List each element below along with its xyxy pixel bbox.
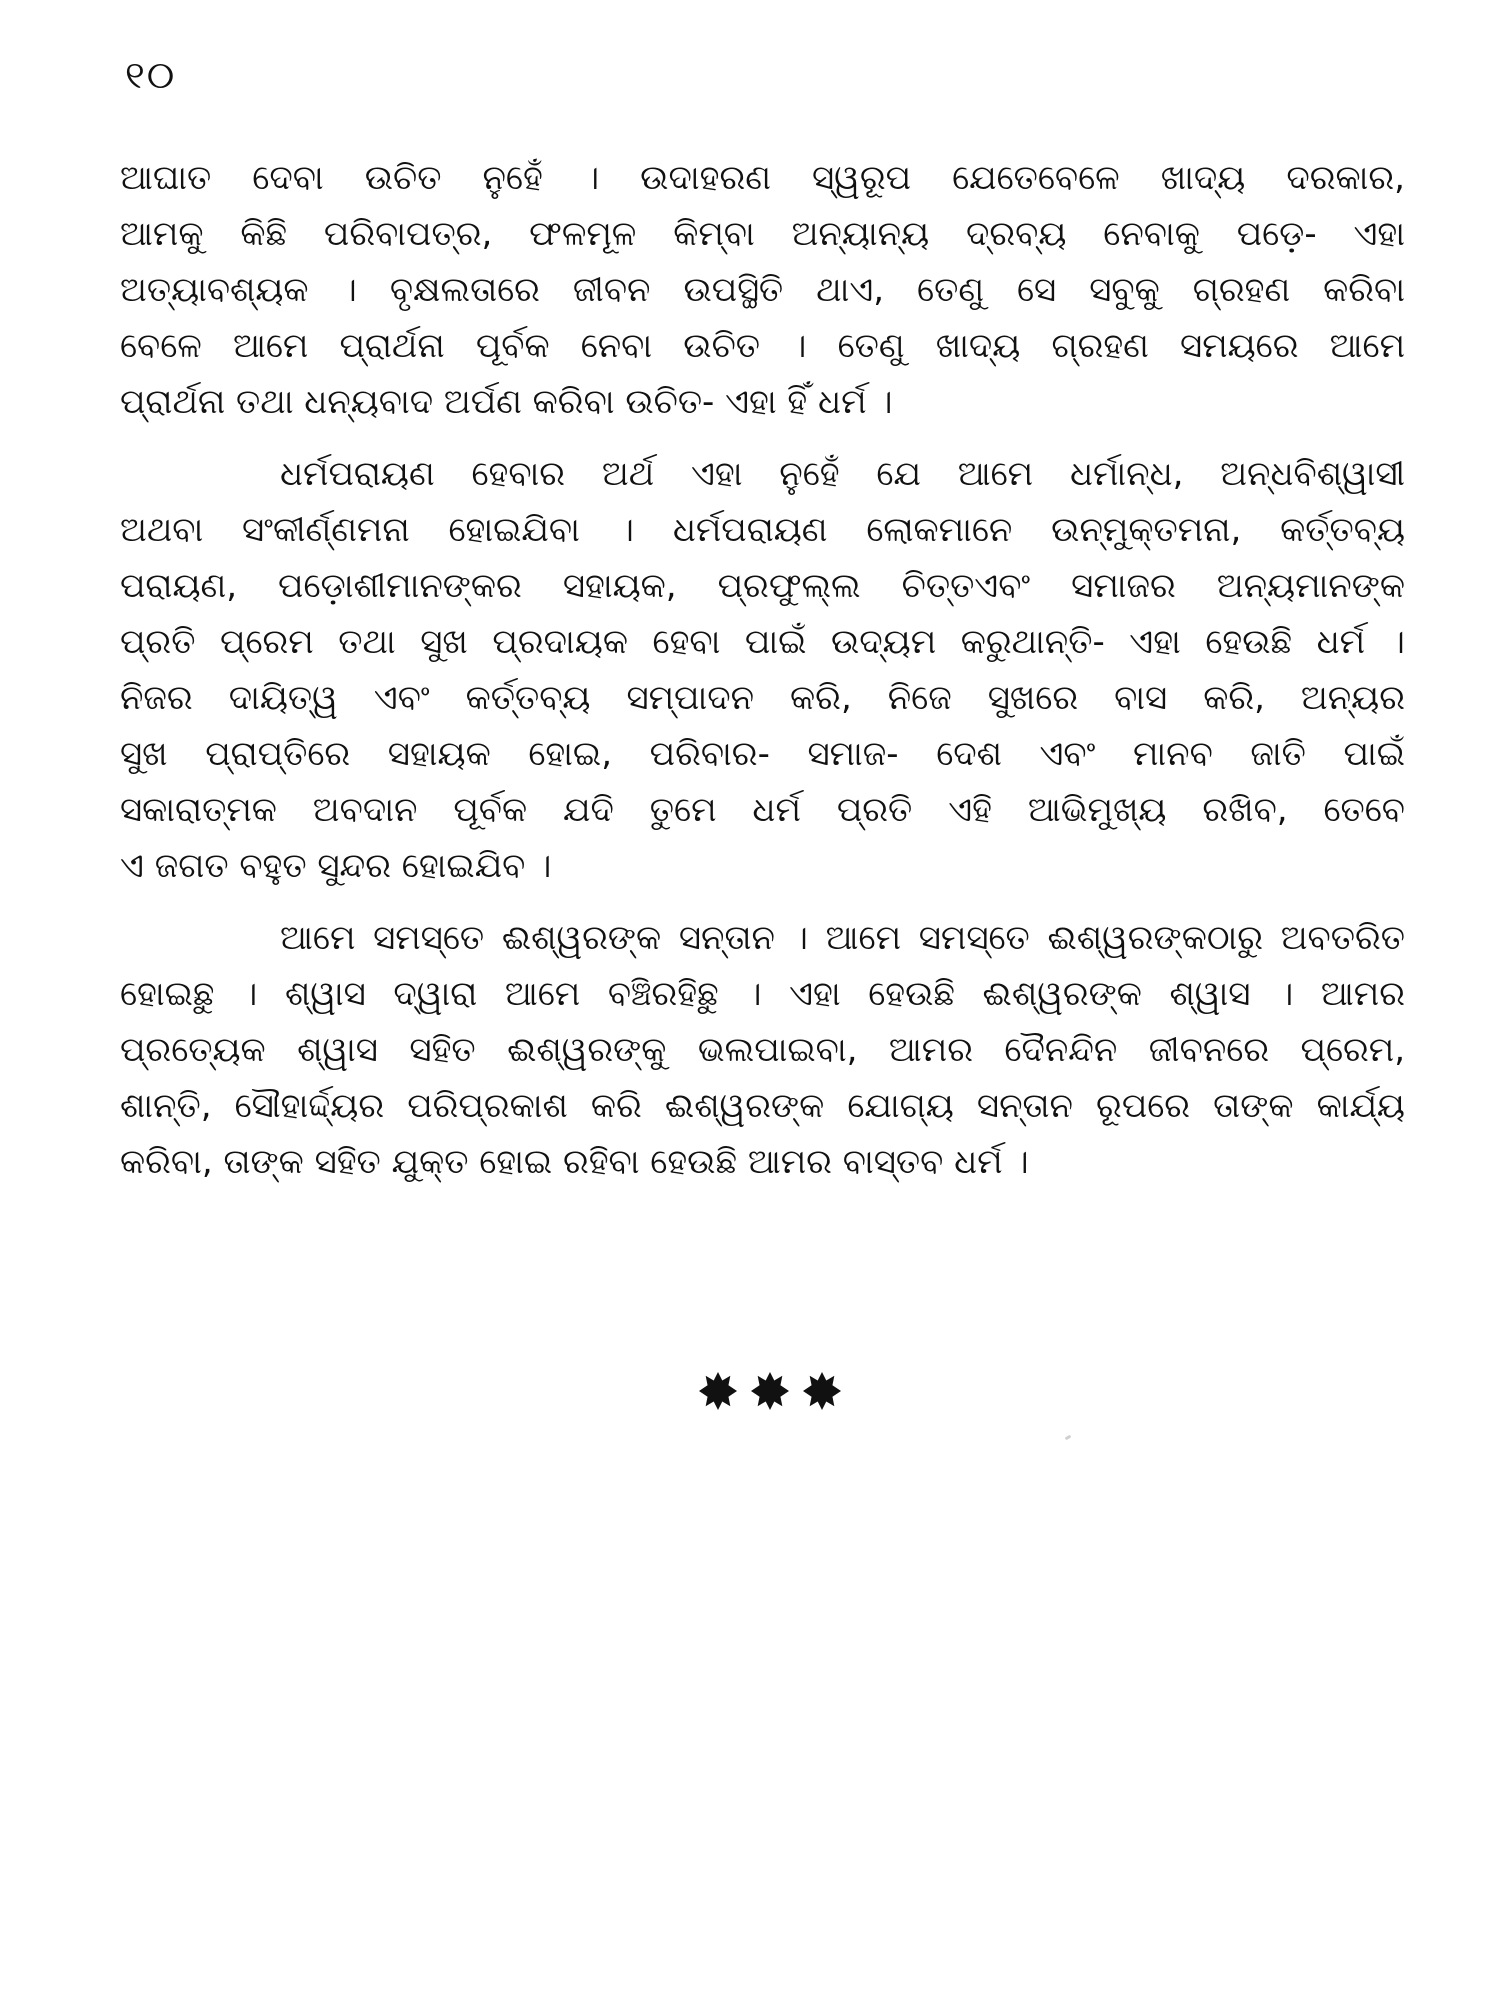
eight-point-star-icon [699, 1372, 737, 1410]
page-number: ୧୦ [125, 53, 177, 97]
text-line: ଅଥବା ସଂକୀର୍ଣ୍ଣମନା ହୋଇଯିବା । ଧର୍ମପରାୟଣ ଲୋକମାନେ ଉନ୍ମୁକ୍ତମନା, କର୍ତ୍ତବ୍ୟ [120, 510, 1405, 550]
paragraph-1 [120, 150, 1405, 430]
text-line: ଆମେ ସମସ୍ତେ ଈଶ୍ୱରଙ୍କ ସନ୍ତାନ । ଆମେ ସମସ୍ତେ ଈଶ୍ୱରଙ୍କଠାରୁ ଅବତରିତ [280, 918, 1405, 958]
text-line: ଶାନ୍ତି, ସୌହାର୍ଦ୍ଦ୍ୟର ପରିପ୍ରକାଶ କରି ଈଶ୍ୱରଙ୍କ ଯୋଗ୍ୟ ସନ୍ତାନ ରୂପରେ ତାଙ୍କ କାର୍ଯ୍ୟ [120, 1086, 1405, 1126]
text-line: ଆଘାତ ଦେବା ଉଚିତ ନୁହେଁ । ଉଦାହରଣ ସ୍ୱରୂପ ଯେତେବେଳେ ଖାଦ୍ୟ ଦରକାର, [120, 158, 1405, 198]
text-line: ହୋଇଛୁ । ଶ୍ୱାସ ଦ୍ୱାରା ଆମେ ବଞ୍ଚିରହିଛୁ । ଏହା ହେଉଛି ଈଶ୍ୱରଙ୍କ ଶ୍ୱାସ । ଆମର [120, 974, 1405, 1014]
text-line: ପ୍ରତି ପ୍ରେମ ତଥା ସୁଖ ପ୍ରଦାୟକ ହେବା ପାଇଁ ଉଦ୍ୟମ କରୁଥାନ୍ତି- ଏହା ହେଉଛି ଧର୍ମ । [120, 622, 1405, 662]
text-line: ନିଜର ଦାୟିତ୍ୱ ଏବଂ କର୍ତ୍ତବ୍ୟ ସମ୍ପାଦନ କରି, ନିଜେ ସୁଖରେ ବାସ କରି, ଅନ୍ୟର [120, 678, 1405, 718]
paragraph-2 [120, 446, 1405, 894]
text-line: ପ୍ରାର୍ଥନା ତଥା ଧନ୍ୟବାଦ ଅର୍ପଣ କରିବା ଉଚିତ- ଏହା ହିଁ ଧର୍ମ । [120, 382, 893, 422]
text-line: ଆମକୁ କିଛି ପରିବାପତ୍ର, ଫଳମୂଳ କିମ୍ବା ଅନ୍ୟାନ୍ୟ ଦ୍ରବ୍ୟ ନେବାକୁ ପଡ଼େ- ଏହା [120, 214, 1405, 254]
eight-point-star-icon [751, 1372, 789, 1410]
text-line: ଧର୍ମପରାୟଣ ହେବାର ଅର୍ଥ ଏହା ନୁହେଁ ଯେ ଆମେ ଧର୍ମାନ୍ଧ, ଅନ୍ଧବିଶ୍ୱାସୀ [280, 454, 1405, 494]
text-line: ପରାୟଣ, ପଡ଼ୋଶୀମାନଙ୍କର ସହାୟକ, ପ୍ରଫୁଲ୍ଲ ଚିତ୍ତଏବଂ ସମାଜର ଅନ୍ୟମାନଙ୍କ [120, 566, 1405, 606]
text-line: ସୁଖ ପ୍ରାପ୍ତିରେ ସହାୟକ ହୋଇ, ପରିବାର- ସମାଜ- ଦେଶ ଏବଂ ମାନବ ଜାତି ପାଇଁ [120, 734, 1405, 774]
text-line: କରିବା, ତାଙ୍କ ସହିତ ଯୁକ୍ତ ହୋଇ ରହିବା ହେଉଛି ଆମର ବାସ୍ତବ ଧର୍ମ । [120, 1142, 1029, 1182]
text-line: ଏ ଜଗତ ବହୁତ ସୁନ୍ଦର ହୋଇଯିବ । [120, 846, 552, 886]
eight-point-star-icon [803, 1372, 841, 1410]
scan-speck [1065, 1435, 1072, 1441]
section-end-ornament [0, 1372, 1500, 1410]
text-line: ସକାରାତ୍ମକ ଅବଦାନ ପୂର୍ବକ ଯଦି ତୁମେ ଧର୍ମ ପ୍ରତି ଏହି ଆଭିମୁଖ୍ୟ ରଖିବ, ତେବେ [120, 790, 1405, 830]
text-line: ପ୍ରତ୍ୟେକ ଶ୍ୱାସ ସହିତ ଈଶ୍ୱରଙ୍କୁ ଭଲପାଇବା, ଆମର ଦୈନନ୍ଦିନ ଜୀବନରେ ପ୍ରେମ, [120, 1030, 1405, 1070]
text-line: ବେଳେ ଆମେ ପ୍ରାର୍ଥନା ପୂର୍ବକ ନେବା ଉଚିତ । ତେଣୁ ଖାଦ୍ୟ ଗ୍ରହଣ ସମୟରେ ଆମେ [120, 326, 1405, 366]
paragraph-3 [120, 910, 1405, 1190]
body-text [120, 150, 1405, 1190]
text-line: ଅତ୍ୟାବଶ୍ୟକ । ବୃକ୍ଷଲତାରେ ଜୀବନ ଉପସ୍ଥିତି ଥାଏ, ତେଣୁ ସେ ସବୁକୁ ଗ୍ରହଣ କରିବା [120, 270, 1405, 310]
